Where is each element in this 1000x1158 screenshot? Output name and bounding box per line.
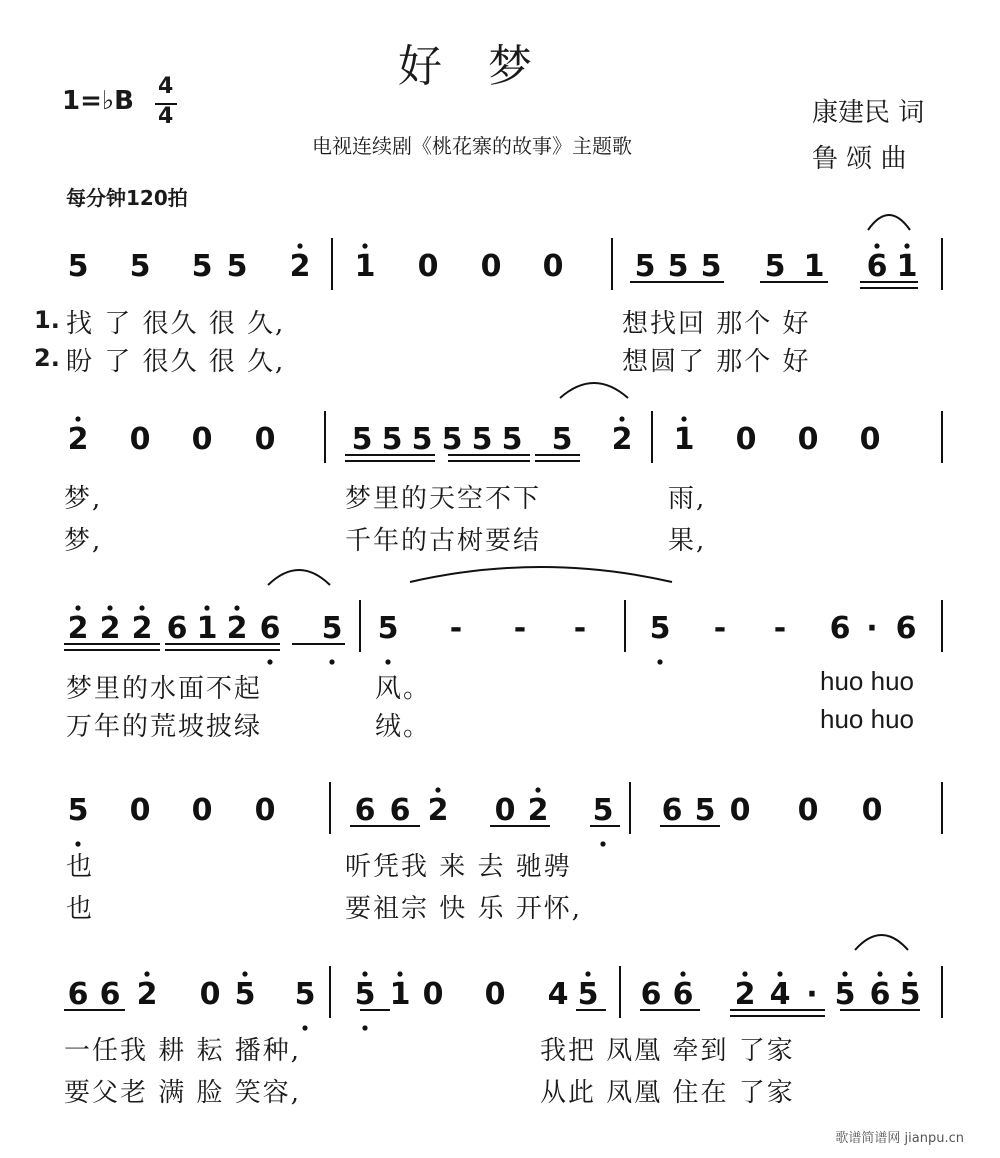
lyric-line: 梦, <box>64 526 103 556</box>
lyric-line: 找 了 很久 很 久, <box>66 309 286 339</box>
verse-number-2: 2. <box>34 344 60 372</box>
note: 0 <box>480 249 502 284</box>
song-title: 好梦 <box>398 41 578 92</box>
note: 4 <box>547 977 569 1012</box>
low-octave-dot <box>600 841 605 846</box>
high-octave-dot <box>362 243 367 248</box>
note: 5 <box>129 249 151 284</box>
high-octave-dot <box>877 971 882 976</box>
note: 5 <box>67 793 89 828</box>
slur <box>560 383 628 398</box>
note: · <box>806 977 818 1012</box>
lyric-line: 梦里的水面不起 <box>66 674 263 704</box>
note: 0 <box>494 793 516 828</box>
note: 0 <box>254 422 276 457</box>
note: 5 <box>351 422 373 457</box>
low-octave-dot <box>267 659 272 664</box>
lyric-line: 听凭我 来 去 驰骋 <box>345 852 572 882</box>
note: 5 <box>592 793 614 828</box>
note: 6 <box>640 977 662 1012</box>
note: 1 <box>896 249 918 284</box>
note: 0 <box>797 422 819 457</box>
note: 6 <box>259 611 281 646</box>
note: 5 <box>381 422 403 457</box>
key-signature: 1=♭B <box>62 86 134 116</box>
note: 2 <box>67 422 89 457</box>
slur <box>268 570 330 585</box>
lyric-line: 风。 <box>375 674 432 704</box>
note: 0 <box>484 977 506 1012</box>
lyric-line: 想找回 那个 好 <box>622 309 811 339</box>
high-octave-dot <box>619 416 624 421</box>
note: 6 <box>829 611 851 646</box>
note: 5 <box>834 977 856 1012</box>
note: 0 <box>542 249 564 284</box>
note: 5 <box>649 611 671 646</box>
note: 6 <box>672 977 694 1012</box>
note: 5 <box>694 793 716 828</box>
note: 5 <box>377 611 399 646</box>
lyric-line: 我把 凤凰 牵到 了家 <box>540 1036 795 1066</box>
note: 6 <box>67 977 89 1012</box>
lyric-line: 盼 了 很久 很 久, <box>66 347 286 377</box>
high-octave-dot <box>139 605 144 610</box>
note: 5 <box>471 422 493 457</box>
lyric-line: 一任我 耕 耘 播种, <box>64 1036 302 1066</box>
high-octave-dot <box>907 971 912 976</box>
note: 2 <box>289 249 311 284</box>
note: 6 <box>895 611 917 646</box>
note: 6 <box>354 793 376 828</box>
note: 5 <box>354 977 376 1012</box>
note: 0 <box>129 793 151 828</box>
note: 5 <box>501 422 523 457</box>
note: 5 <box>667 249 689 284</box>
high-octave-dot <box>204 605 209 610</box>
note: 6 <box>389 793 411 828</box>
high-octave-dot <box>904 243 909 248</box>
note: 0 <box>129 422 151 457</box>
slur <box>855 935 908 950</box>
lyric-line: 要父老 满 脸 笑容, <box>64 1078 302 1108</box>
note: 0 <box>729 793 751 828</box>
lyric-line: 千年的古树要结 <box>345 526 542 556</box>
note: 1 <box>673 422 695 457</box>
note: 2 <box>67 611 89 646</box>
note: 5 <box>764 249 786 284</box>
note: 0 <box>199 977 221 1012</box>
note: 0 <box>191 793 213 828</box>
note: 1 <box>196 611 218 646</box>
note: - <box>713 611 727 646</box>
note: 6 <box>866 249 888 284</box>
lyric-line: 绒。 <box>375 712 432 742</box>
lyric-line: 果, <box>668 526 707 556</box>
note: 5 <box>234 977 256 1012</box>
low-octave-dot <box>657 659 662 664</box>
high-octave-dot <box>362 971 367 976</box>
note: 0 <box>417 249 439 284</box>
high-octave-dot <box>107 605 112 610</box>
lyric-line: 从此 凤凰 住在 了家 <box>540 1078 795 1108</box>
note: 5 <box>321 611 343 646</box>
slur <box>410 567 672 582</box>
high-octave-dot <box>397 971 402 976</box>
note: 2 <box>226 611 248 646</box>
note: 2 <box>611 422 633 457</box>
lyric-line: 想圆了 那个 好 <box>622 347 811 377</box>
note: - <box>513 611 527 646</box>
verse-number-1: 1. <box>34 306 60 334</box>
lyric-line: 梦里的天空不下 <box>345 484 542 514</box>
note: 0 <box>422 977 444 1012</box>
note: 1 <box>389 977 411 1012</box>
note: 5 <box>294 977 316 1012</box>
note: 6 <box>661 793 683 828</box>
note: 5 <box>67 249 89 284</box>
composer-credit: 鲁 颂 曲 <box>812 144 907 174</box>
note: 6 <box>869 977 891 1012</box>
note: 5 <box>191 249 213 284</box>
high-octave-dot <box>777 971 782 976</box>
time-signature-top: 4 <box>158 74 174 99</box>
high-octave-dot <box>874 243 879 248</box>
note: 5 <box>634 249 656 284</box>
high-octave-dot <box>680 971 685 976</box>
note: · <box>866 611 878 646</box>
note: 5 <box>226 249 248 284</box>
lyric-line: 也 <box>66 894 95 924</box>
watermark: 歌谱简谱网 jianpu.cn <box>835 1131 964 1146</box>
note: 2 <box>131 611 153 646</box>
lyric-line: 万年的荒坡披绿 <box>66 712 263 742</box>
note: 2 <box>527 793 549 828</box>
high-octave-dot <box>144 971 149 976</box>
time-signature-bottom: 4 <box>158 104 174 129</box>
high-octave-dot <box>435 787 440 792</box>
low-octave-dot <box>329 659 334 664</box>
note: 0 <box>254 793 276 828</box>
high-octave-dot <box>75 605 80 610</box>
note: 0 <box>861 793 883 828</box>
high-octave-dot <box>535 787 540 792</box>
lyric-line: huo huo <box>820 704 914 734</box>
note: 5 <box>411 422 433 457</box>
note: 5 <box>551 422 573 457</box>
note: 6 <box>166 611 188 646</box>
note: - <box>449 611 463 646</box>
note: 2 <box>136 977 158 1012</box>
note: - <box>573 611 587 646</box>
note: 2 <box>99 611 121 646</box>
note: 6 <box>99 977 121 1012</box>
low-octave-dot <box>385 659 390 664</box>
high-octave-dot <box>681 416 686 421</box>
slur <box>868 215 910 230</box>
subtitle: 电视连续剧《桃花寨的故事》主题歌 <box>312 134 632 158</box>
note: 2 <box>427 793 449 828</box>
lyric-line: 梦, <box>64 484 103 514</box>
note: 0 <box>735 422 757 457</box>
note: 4 <box>769 977 791 1012</box>
note: 5 <box>577 977 599 1012</box>
lyricist-credit: 康建民 词 <box>812 98 925 128</box>
note: 5 <box>441 422 463 457</box>
high-octave-dot <box>742 971 747 976</box>
note: 5 <box>700 249 722 284</box>
note: 5 <box>899 977 921 1012</box>
note: 0 <box>797 793 819 828</box>
high-octave-dot <box>585 971 590 976</box>
note: - <box>773 611 787 646</box>
high-octave-dot <box>842 971 847 976</box>
note: 1 <box>803 249 825 284</box>
note: 0 <box>191 422 213 457</box>
lyric-line: huo huo <box>820 666 914 696</box>
lyric-line: 要祖宗 快 乐 开怀, <box>345 894 583 924</box>
tempo-marking: 每分钟120拍 <box>66 186 188 210</box>
high-octave-dot <box>234 605 239 610</box>
low-octave-dot <box>302 1025 307 1030</box>
lyric-line: 雨, <box>668 484 707 514</box>
note: 1 <box>354 249 376 284</box>
high-octave-dot <box>242 971 247 976</box>
note: 0 <box>859 422 881 457</box>
high-octave-dot <box>75 416 80 421</box>
lyric-line: 也 <box>66 852 95 882</box>
note: 2 <box>734 977 756 1012</box>
high-octave-dot <box>297 243 302 248</box>
low-octave-dot <box>362 1025 367 1030</box>
